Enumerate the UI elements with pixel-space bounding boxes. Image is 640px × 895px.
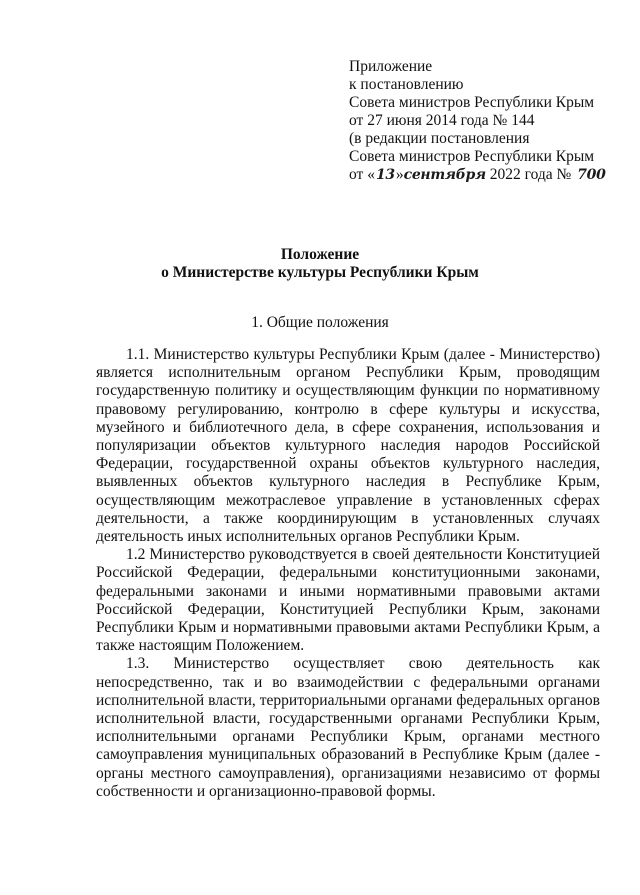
annex-header — [349, 58, 609, 184]
annex-date-prefix: от « — [349, 166, 375, 183]
paragraph-1-1: 1.1. Министерство культуры Республики Крым (далее - Министерство) является исполнительным органом Республики Крым, проводящим государственную политику и осуществляющим функции по нормативному правовому регулированию, контролю в сфере культуры и искусства, музейного и библиотечного дела, в сфере сохранения, использования и популяризации объектов культурного наследия народов Российской Федерации, государственной охраны объектов культурного наследия, выявленных объектов культурного наследия в Республике Крым, осуществляющим межотраслевое управление в установленных сферах деятельности, а также координирующим в установленных случаях деятельность иных исполнительных органов Республики Крым. — [96, 346, 600, 546]
document-subtitle: о Министерстве культуры Республики Крым — [161, 264, 479, 281]
paragraph-1-2: 1.2 Министерство руководствуется в своей деятельности Конституцией Российской Федерации, федеральными конституционными законами, федеральными законами и иными нормативными правовыми актами Российской Федерации, Конституцией Республики Крым, законами Республики Крым и нормативными правовыми актами Республики Крым, а также настоящим Положением. — [96, 546, 600, 655]
annex-line-3: Совета министров Республики Крым — [349, 94, 595, 111]
section-heading: 1. Общие положения — [251, 314, 389, 331]
annex-line-2: к постановлению — [349, 76, 464, 93]
annex-line-5: (в редакции постановления — [349, 130, 530, 147]
document-title: Положение — [280, 246, 360, 263]
annex-line-4: от 27 июня 2014 года № 144 — [349, 112, 535, 129]
annex-line-6: Совета министров Республики Крым — [349, 148, 595, 165]
handwritten-number: 700 — [577, 167, 606, 183]
annex-date-quote: » — [395, 166, 404, 183]
annex-date-year: 2022 года № — [485, 166, 576, 183]
annex-line-1: Приложение — [349, 58, 433, 75]
handwritten-day: 13 — [375, 167, 395, 183]
paragraph-1-3: 1.3. Министерство осуществляет свою деятельность как непосредственно, так и во взаимодействии с федеральными органами исполнительной власти, территориальными органами федеральных органов исполнительной власти, государственными органами Республики Крым, исполнительными органами Республики Крым, органами местного самоуправления муниципальных образований в Республике Крым (далее - органы местного самоуправления), организациями независимо от формы собственности и организационно-правовой формы. — [96, 655, 600, 800]
annex-line-7 — [349, 166, 609, 184]
document-body — [96, 346, 600, 801]
handwritten-month: сентября — [403, 167, 486, 183]
